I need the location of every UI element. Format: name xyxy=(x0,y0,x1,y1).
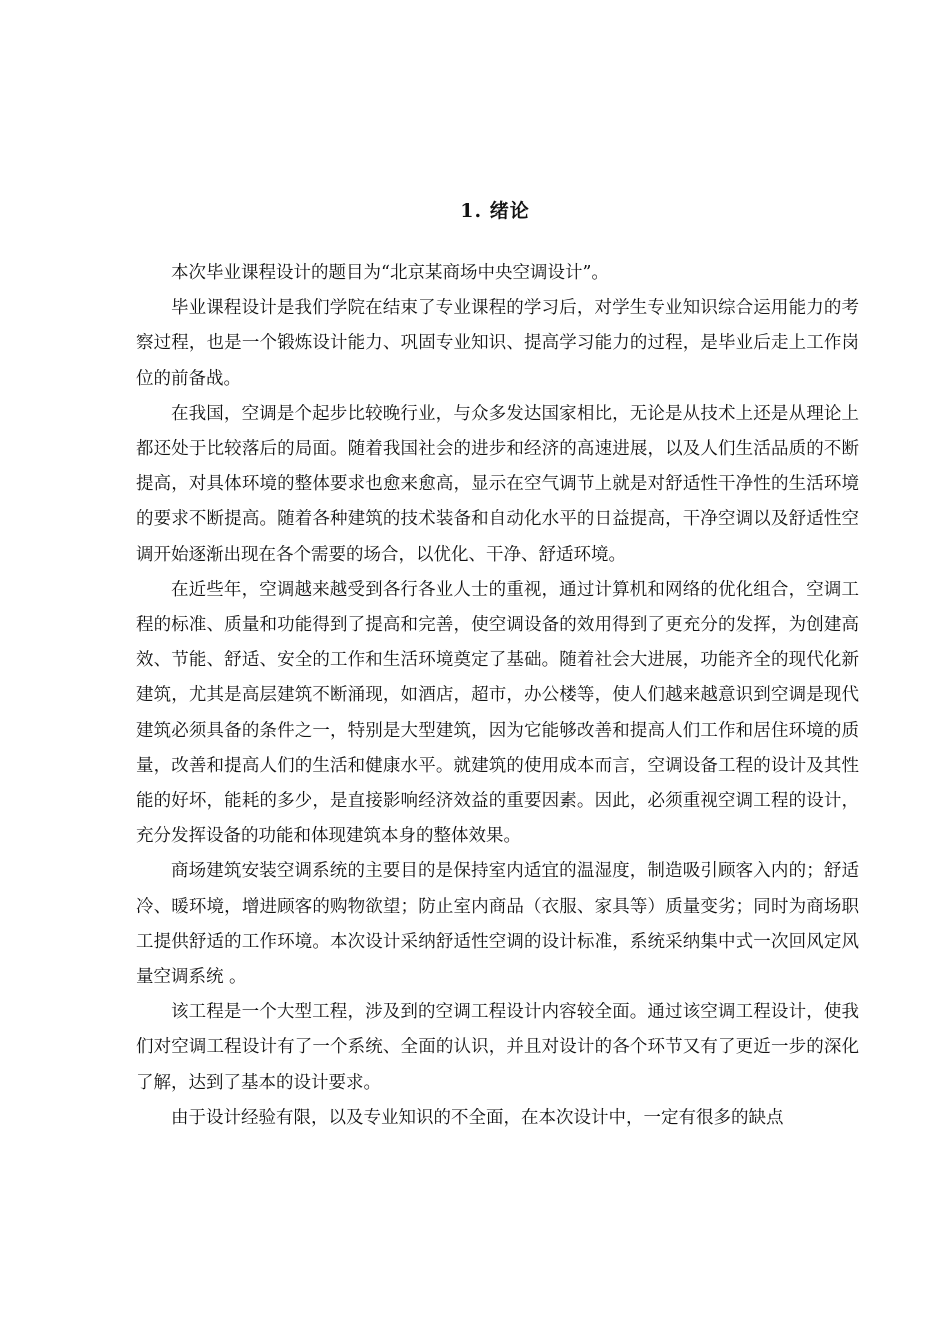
paragraph-1: 本次毕业课程设计的题目为“北京某商场中央空调设计”。 xyxy=(171,263,609,283)
paragraph-7: 由于设计经验有限，以及专业知识的不全面，在本次设计中，一定有很多的缺点 xyxy=(171,1107,784,1128)
body-text xyxy=(136,256,859,1136)
paragraph-2: 毕业课程设计是我们学院在结束了专业课程的学习后，对学生专业知识综合运用能力的考察过程，也是一个锻炼设计能力、巩固专业知识、提高学习能力的过程，是毕业后走上工作岗位的前备战。 xyxy=(136,298,859,389)
paragraph-3: 在我国，空调是个起步比较晚行业，与众多发达国家相比，无论是从技术上还是从理论上都还处于比较落后的局面。随着我国社会的进步和经济的高速进展，以及人们生活品质的不断提高，对具体环境的整体要求也愈来愈高，显示在空气调节上就是对舒适性干净性的生活环境的要求不断提高。随着各种建筑的技术装备和自动化水平的日益提高，干净空调以及舒适性空调开始逐渐出现在各个需要的场合，以优化、干净、舒适环境。 xyxy=(136,403,859,565)
paragraph-5: 商场建筑安装空调系统的主要目的是保持室内适宜的温湿度，制造吸引顾客入内的；舒适冷、暖环境，增进顾客的购物欲望；防止室内商品（衣服、家具等）质量变劣；同时为商场职工提供舒适的工作环境。本次设计采纳舒适性空调的设计标准，系统采纳集中式一次回风定风量空调系统 。 xyxy=(136,861,859,988)
paragraph-6: 该工程是一个大型工程，涉及到的空调工程设计内容较全面。通过该空调工程设计，使我们对空调工程设计有了一个系统、全面的认识，并且对设计的各个环节又有了更近一步的深化了解，达到了基本的设计要求。 xyxy=(136,1002,859,1093)
paragraph-4: 在近些年，空调越来越受到各行各业人士的重视，通过计算机和网络的优化组合，空调工程的标准、质量和功能得到了提高和完善，使空调设备的效用得到了更充分的发挥，为创建高效、节能、舒适、安全的工作和生活环境奠定了基础。随着社会大进展，功能齐全的现代化新建筑，尤其是高层建筑不断涌现，如酒店，超市，办公楼等，使人们越来越意识到空调是现代建筑必须具备的条件之一，特别是大型建筑，因为它能够改善和提高人们工作和居住环境的质量，改善和提高人们的生活和健康水平。就建筑的使用成本而言，空调设备工程的设计及其性能的好坏，能耗的多少，是直接影响经济效益的重要因素。因此，必须重视空调工程的设计，充分发挥设备的功能和体现建筑本身的整体效果。 xyxy=(136,579,859,847)
section-heading: 1. 绪论 xyxy=(460,200,530,222)
